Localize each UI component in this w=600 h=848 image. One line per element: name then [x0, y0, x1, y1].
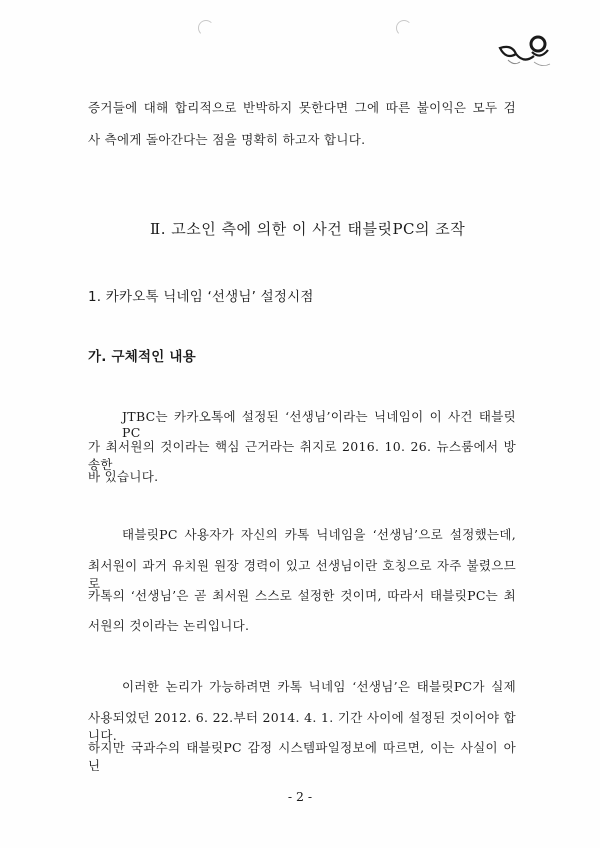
paragraph-line: 카톡의 ‘선생님’은 곧 최서원 스스로 설정한 것이며, 따라서 태블릿PC는 최 [88, 588, 516, 603]
paragraph-line: 태블릿PC 사용자가 자신의 카톡 닉네임을 ‘선생님’으로 설정했는데, [122, 527, 516, 542]
page-number: - 2 - [287, 789, 313, 804]
paragraph-line: 하지만 국과수의 태블릿PC 감정 시스템파일정보에 따르면, 이는 사실이 아닌 [88, 740, 516, 773]
body-text-line: 증거들에 대해 합리적으로 반박하지 못한다면 그에 따른 불이익은 모두 검 [88, 100, 516, 115]
paragraph-line: 이러한 논리가 가능하려면 카톡 닉네임 ‘선생님’은 태블릿PC가 실제 [122, 679, 516, 694]
section-heading: Ⅱ. 고소인 측에 의한 이 사건 태블릿PC의 조작 [150, 220, 466, 238]
item-heading: 가. 구체적인 내용 [88, 349, 196, 365]
paragraph-line: 서원의 것이라는 논리입니다. [88, 618, 250, 633]
stamp-logo-icon [494, 30, 556, 70]
binder-hole-mark [396, 20, 412, 36]
body-text-line: 사 측에게 돌아간다는 점을 명확히 하고자 합니다. [88, 132, 366, 147]
paragraph-line: 가 최서원의 것이라는 핵심 근거라는 취지로 2016. 10. 26. 뉴스룸에서 방송한 [88, 439, 516, 472]
paragraph-line: 최서원이 과거 유치원 원장 경력이 있고 선생님이란 호칭으로 자주 불렸으므로 [88, 558, 516, 591]
paragraph-line: 바 있습니다. [88, 469, 159, 484]
subsection-heading: 1. 카카오톡 닉네임 ‘선생님’ 설정시점 [88, 289, 314, 305]
paragraph-line: 사용되었던 2012. 6. 22.부터 2014. 4. 1. 기간 사이에 설정된 것이어야 합니다. [88, 710, 516, 743]
paragraph-line: JTBC는 카카오톡에 설정된 ‘선생님’이라는 닉네임이 이 사건 태블릿PC [122, 409, 516, 440]
binder-hole-mark [198, 20, 214, 36]
